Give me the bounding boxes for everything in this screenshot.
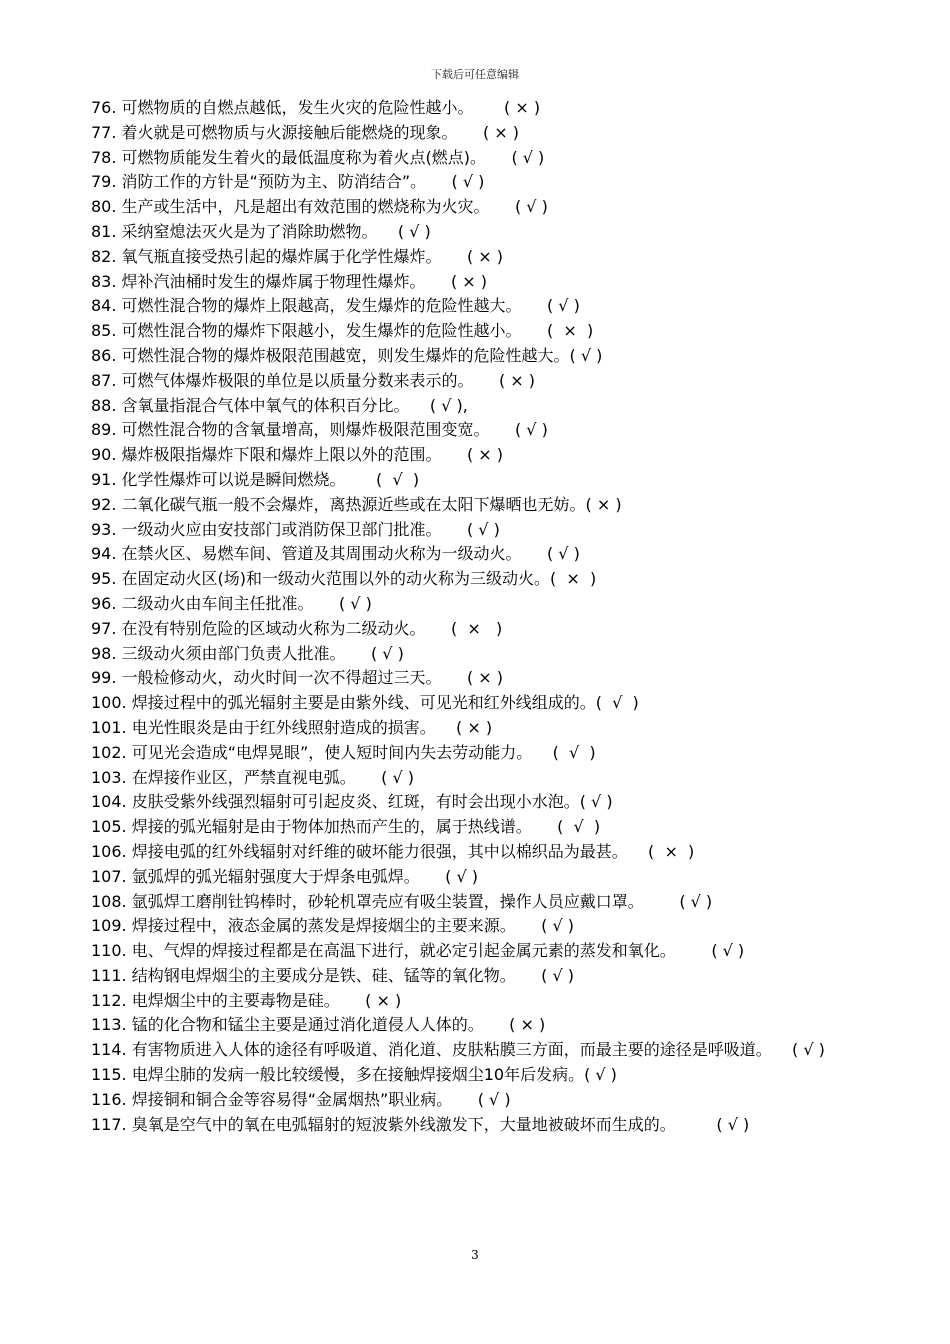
question-list xyxy=(91,96,863,1137)
question-item: 87. 可燃气体爆炸极限的单位是以质量分数来表示的。 ( × ) xyxy=(91,370,536,390)
question-item: 105. 焊接的弧光辐射是由于物体加热而产生的，属于热线谱。 ( √ ) xyxy=(91,817,601,837)
question-item: 79. 消防工作的方针是“预防为主、防消结合”。 ( √ ) xyxy=(91,172,485,192)
question-item: 115. 电焊尘肺的发病一般比较缓慢，多在接触焊接烟尘10年后发病。( √ ) xyxy=(91,1065,617,1085)
question-item: 106. 焊接电弧的红外线辐射对纤维的破坏能力很强，其中以棉织品为最甚。 ( × ) xyxy=(91,841,695,861)
question-item: 110. 电、气焊的焊接过程都是在高温下进行，就必定引起金属元素的蒸发和氧化。 ( √ ) xyxy=(91,941,745,961)
question-item: 85. 可燃性混合物的爆炸下限越小，发生爆炸的危险性越小。 ( × ) xyxy=(91,321,594,341)
question-item: 90. 爆炸极限指爆炸下限和爆炸上限以外的范围。 ( × ) xyxy=(91,445,504,465)
question-item: 109. 焊接过程中，液态金属的蒸发是焊接烟尘的主要来源。 ( √ ) xyxy=(91,916,574,936)
question-item: 111. 结构钢电焊烟尘的主要成分是铁、硅、锰等的氧化物。 ( √ ) xyxy=(91,965,574,985)
question-item: 98. 三级动火须由部门负责人批准。 ( √ ) xyxy=(91,643,404,663)
question-item: 91. 化学性爆炸可以说是瞬间燃烧。 ( √ ) xyxy=(91,469,420,489)
question-item: 76. 可燃物质的自燃点越低，发生火灾的危险性越小。 ( × ) xyxy=(91,98,541,117)
question-item: 100. 焊接过程中的弧光辐射主要是由紫外线、可见光和红外线组成的。( √ ) xyxy=(91,693,639,713)
page-header: 下载后可任意编辑 xyxy=(431,68,519,81)
question-item: 83. 焊补汽油桶时发生的爆炸属于物理性爆炸。 ( × ) xyxy=(91,271,488,291)
question-item: 103. 在焊接作业区，严禁直视电弧。 ( √ ) xyxy=(91,767,414,787)
question-item: 78. 可燃物质能发生着火的最低温度称为着火点(燃点)。 ( √ ) xyxy=(91,147,545,167)
question-item: 81. 采纳窒熄法灭火是为了消除助燃物。 ( √ ) xyxy=(91,221,431,241)
question-item: 107. 氩弧焊的弧光辐射强度大于焊条电弧焊。 ( √ ) xyxy=(91,866,478,886)
question-item: 113. 锰的化合物和锰尘主要是通过消化道侵人人体的。 ( × ) xyxy=(91,1015,546,1035)
question-item: 114. 有害物质进入人体的途径有呼吸道、消化道、皮肤粘膜三方面，而最主要的途径是呼吸道。 ( √ ) xyxy=(91,1040,825,1060)
question-item: 117. 臭氧是空气中的氧在电弧辐射的短波紫外线激发下，大量地被破坏而生成的。 ( √ ) xyxy=(91,1114,750,1134)
question-item: 101. 电光性眼炎是由于红外线照射造成的损害。 ( × ) xyxy=(91,717,493,737)
question-item: 84. 可燃性混合物的爆炸上限越高，发生爆炸的危险性越大。 ( √ ) xyxy=(91,296,580,316)
question-item: 108. 氩弧焊工磨削钍钨棒时，砂轮机罩壳应有吸尘装置，操作人员应戴口罩。 ( √ ) xyxy=(91,891,713,911)
question-item: 77. 着火就是可燃物质与火源接触后能燃烧的现象。 ( × ) xyxy=(91,122,520,142)
question-item: 116. 焊接铜和铜合金等容易得“金属烟热”职业病。 ( √ ) xyxy=(91,1089,511,1109)
question-item: 94. 在禁火区、易燃车间、管道及其周围动火称为一级动火。 ( √ ) xyxy=(91,544,580,564)
question-item: 92. 二氧化碳气瓶一般不会爆炸，离热源近些或在太阳下爆晒也无妨。( × ) xyxy=(91,494,622,514)
question-item: 97. 在没有特别危险的区域动火称为二级动火。 ( × ) xyxy=(91,618,503,638)
question-item: 89. 可燃性混合物的含氧量增高，则爆炸极限范围变宽。 ( √ ) xyxy=(91,420,548,440)
question-item: 104. 皮肤受紫外线强烈辐射可引起皮炎、红斑，有时会出现小水泡。( √ ) xyxy=(91,792,613,812)
question-item: 86. 可燃性混合物的爆炸极限范围越宽，则发生爆炸的危险性越大。( √ ) xyxy=(91,345,603,365)
question-item: 88. 含氧量指混合气体中氧气的体积百分比。 ( √ ), xyxy=(91,395,468,415)
question-item: 99. 一般检修动火，动火时间一次不得超过三天。 ( × ) xyxy=(91,668,504,688)
question-item: 95. 在固定动火区(场)和一级动火范围以外的动火称为三级动火。( × ) xyxy=(91,569,597,589)
question-item: 80. 生产或生活中，凡是超出有效范围的燃烧称为火灾。 ( √ ) xyxy=(91,197,548,217)
question-item: 96. 二级动火由车间主任批准。 ( √ ) xyxy=(91,593,372,613)
question-item: 102. 可见光会造成“电焊晃眼”，使人短时间内失去劳动能力。 ( √ ) xyxy=(91,742,596,762)
question-item: 82. 氧气瓶直接受热引起的爆炸属于化学性爆炸。 ( × ) xyxy=(91,246,504,266)
question-item: 112. 电焊烟尘中的主要毒物是硅。 ( × ) xyxy=(91,990,402,1010)
page-number: 3 xyxy=(471,1248,479,1262)
question-item: 93. 一级动火应由安技部门或消防保卫部门批准。 ( √ ) xyxy=(91,519,500,539)
